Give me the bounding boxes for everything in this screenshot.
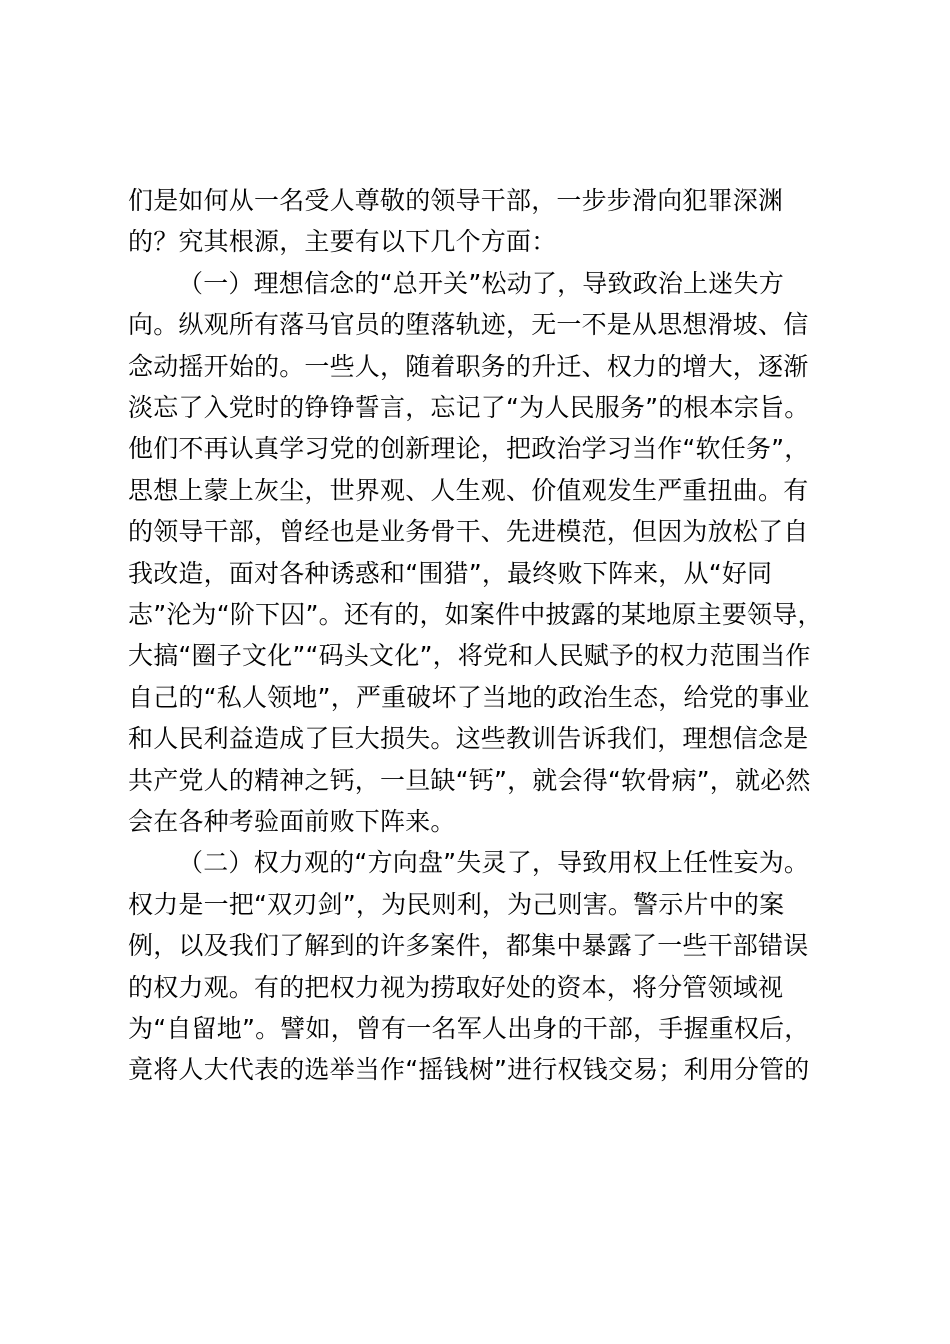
body-line-8: 思想上蒙上灰尘，世界观、人生观、价值观发生严重扭曲。有 — [128, 476, 809, 505]
body-line-12: 大搞“圈子文化”“码头文化”，将党和人民赋予的权力范围当作 — [128, 641, 811, 670]
section-heading-1: （一）理想信念的“总开关”松动了，导致政治上迷失方 — [178, 269, 784, 298]
body-line-1: 们是如何从一名受人尊敬的领导干部，一步步滑向犯罪深渊 — [128, 186, 784, 215]
body-line-4: 向。纵观所有落马官员的堕落轨迹，无一不是从思想滑坡、信 — [128, 310, 809, 339]
body-line-7: 他们不再认真学习党的创新理论，把政治学习当作“软任务”， — [128, 434, 810, 463]
body-line-19: 例，以及我们了解到的许多案件，都集中暴露了一些干部错误 — [128, 931, 809, 960]
body-line-15: 共产党人的精神之钙，一旦缺“钙”，就会得“软骨病”，就必然 — [128, 766, 811, 795]
body-line-20: 的权力观。有的把权力视为捞取好处的资本，将分管领域视 — [128, 973, 784, 1002]
body-line-2: 的？究其根源，主要有以下几个方面： — [128, 227, 557, 256]
body-line-9: 的领导干部，曾经也是业务骨干、先进模范，但因为放松了自 — [128, 517, 809, 546]
body-line-10: 我改造，面对各种诱惑和“围猎”，最终败下阵来，从“好同 — [128, 559, 773, 588]
body-line-13: 自己的“私人领地”，严重破坏了当地的政治生态，给党的事业 — [128, 683, 810, 712]
body-line-21: 为“自留地”。譬如，曾有一名军人出身的干部，手握重权后， — [128, 1014, 810, 1043]
section-heading-2: （二）权力观的“方向盘”失灵了，导致用权上任性妄为。 — [178, 848, 810, 877]
body-line-18: 权力是一把“双刃剑”，为民则利，为己则害。警示片中的案 — [128, 890, 785, 919]
body-line-22: 竟将人大代表的选举当作“摇钱树”进行权钱交易；利用分管的 — [128, 1055, 810, 1084]
body-line-16: 会在各种考验面前败下阵来。 — [128, 807, 456, 836]
body-line-6: 淡忘了入党时的铮铮誓言，忘记了“为人民服务”的根本宗旨。 — [128, 393, 810, 422]
body-line-11: 志”沦为“阶下囚”。还有的，如案件中披露的某地原主要领导， — [128, 600, 823, 629]
body-line-14: 和人民利益造成了巨大损失。这些教训告诉我们，理想信念是 — [128, 724, 809, 753]
body-line-5: 念动摇开始的。一些人，随着职务的升迁、权力的增大，逐渐 — [128, 352, 809, 381]
